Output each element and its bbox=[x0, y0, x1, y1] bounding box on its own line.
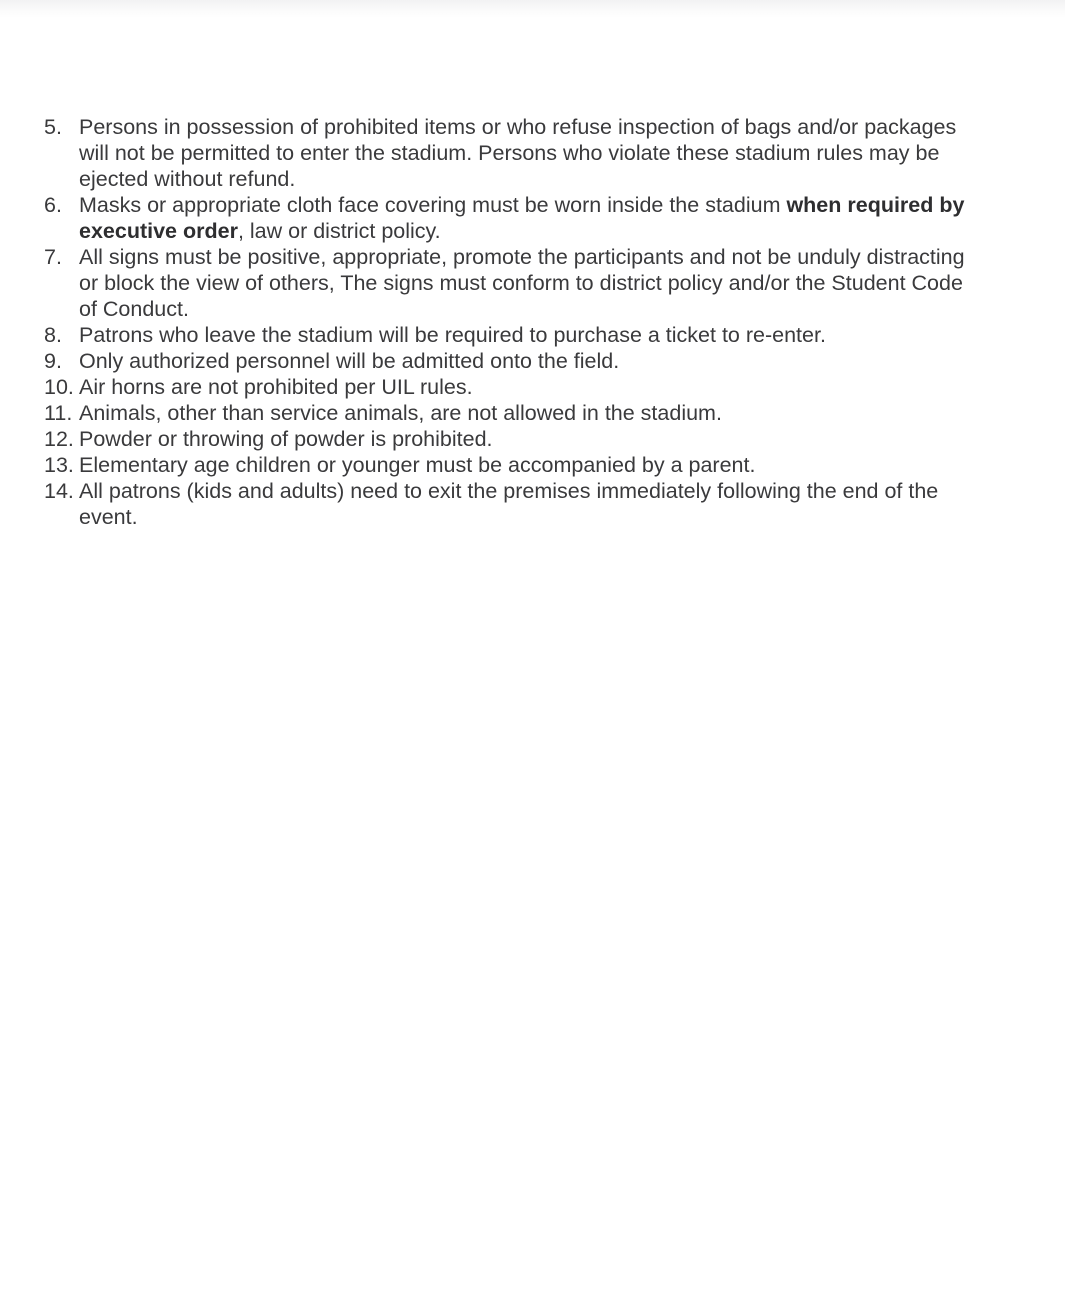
rule-item bbox=[44, 400, 974, 426]
rule-text-segment: Only authorized personnel will be admitted onto the field. bbox=[79, 349, 620, 373]
rule-text bbox=[79, 400, 974, 426]
rule-text-segment: Elementary age children or younger must be accompanied by a parent. bbox=[79, 453, 756, 477]
rule-text bbox=[79, 374, 974, 400]
rule-text-segment: All signs must be positive, appropriate, promote the participants and not be unduly distracting or block the view of others, The signs must conform to district policy and/or the Student Code of Conduct. bbox=[79, 245, 965, 321]
rule-number: 7. bbox=[44, 245, 62, 269]
rule-text bbox=[79, 426, 974, 452]
rule-text-segment: Animals, other than service animals, are not allowed in the stadium. bbox=[79, 401, 722, 425]
rule-number: 5. bbox=[44, 115, 62, 139]
rule-number: 10. bbox=[44, 375, 74, 399]
rule-item bbox=[44, 192, 974, 244]
rule-number: 8. bbox=[44, 323, 62, 347]
rule-item bbox=[44, 452, 974, 478]
rule-item bbox=[44, 374, 974, 400]
rule-text-segment: Persons in possession of prohibited items or who refuse inspection of bags and/or packages will not be permitted to enter the stadium. Persons who violate these stadium rules may be ejected without refund. bbox=[79, 115, 957, 191]
rule-number: 6. bbox=[44, 193, 62, 217]
rule-text bbox=[79, 478, 974, 530]
rule-item bbox=[44, 426, 974, 452]
rule-item bbox=[44, 322, 974, 348]
rule-emphasis: when required by executive order bbox=[79, 193, 965, 243]
stadium-rules-list bbox=[44, 114, 974, 530]
rule-item bbox=[44, 478, 974, 530]
top-edge-shadow bbox=[0, 0, 1065, 18]
rule-number: 12. bbox=[44, 427, 74, 451]
rule-item bbox=[44, 114, 974, 192]
rule-text bbox=[79, 322, 974, 348]
rule-number: 14. bbox=[44, 479, 74, 503]
rule-text-segment: Masks or appropriate cloth face covering must be worn inside the stadium bbox=[79, 193, 787, 217]
rule-text-segment: , law or district policy. bbox=[237, 219, 441, 243]
rule-text-segment: Powder or throwing of powder is prohibited. bbox=[79, 427, 493, 451]
rule-text-segment: All patrons (kids and adults) need to exit the premises immediately following the end of the event. bbox=[79, 479, 939, 529]
rule-text-segment: Patrons who leave the stadium will be required to purchase a ticket to re-enter. bbox=[79, 323, 826, 347]
rule-number: 11. bbox=[44, 401, 73, 425]
rule-text bbox=[79, 452, 974, 478]
rule-number: 13. bbox=[44, 453, 74, 477]
rule-text bbox=[79, 114, 974, 192]
rule-number: 9. bbox=[44, 349, 62, 373]
rule-text bbox=[79, 244, 974, 322]
rule-text bbox=[79, 192, 974, 244]
rule-text-segment: Air horns are not prohibited per UIL rules. bbox=[79, 375, 473, 399]
rule-text bbox=[79, 348, 974, 374]
rule-item bbox=[44, 244, 974, 322]
rule-item bbox=[44, 348, 974, 374]
